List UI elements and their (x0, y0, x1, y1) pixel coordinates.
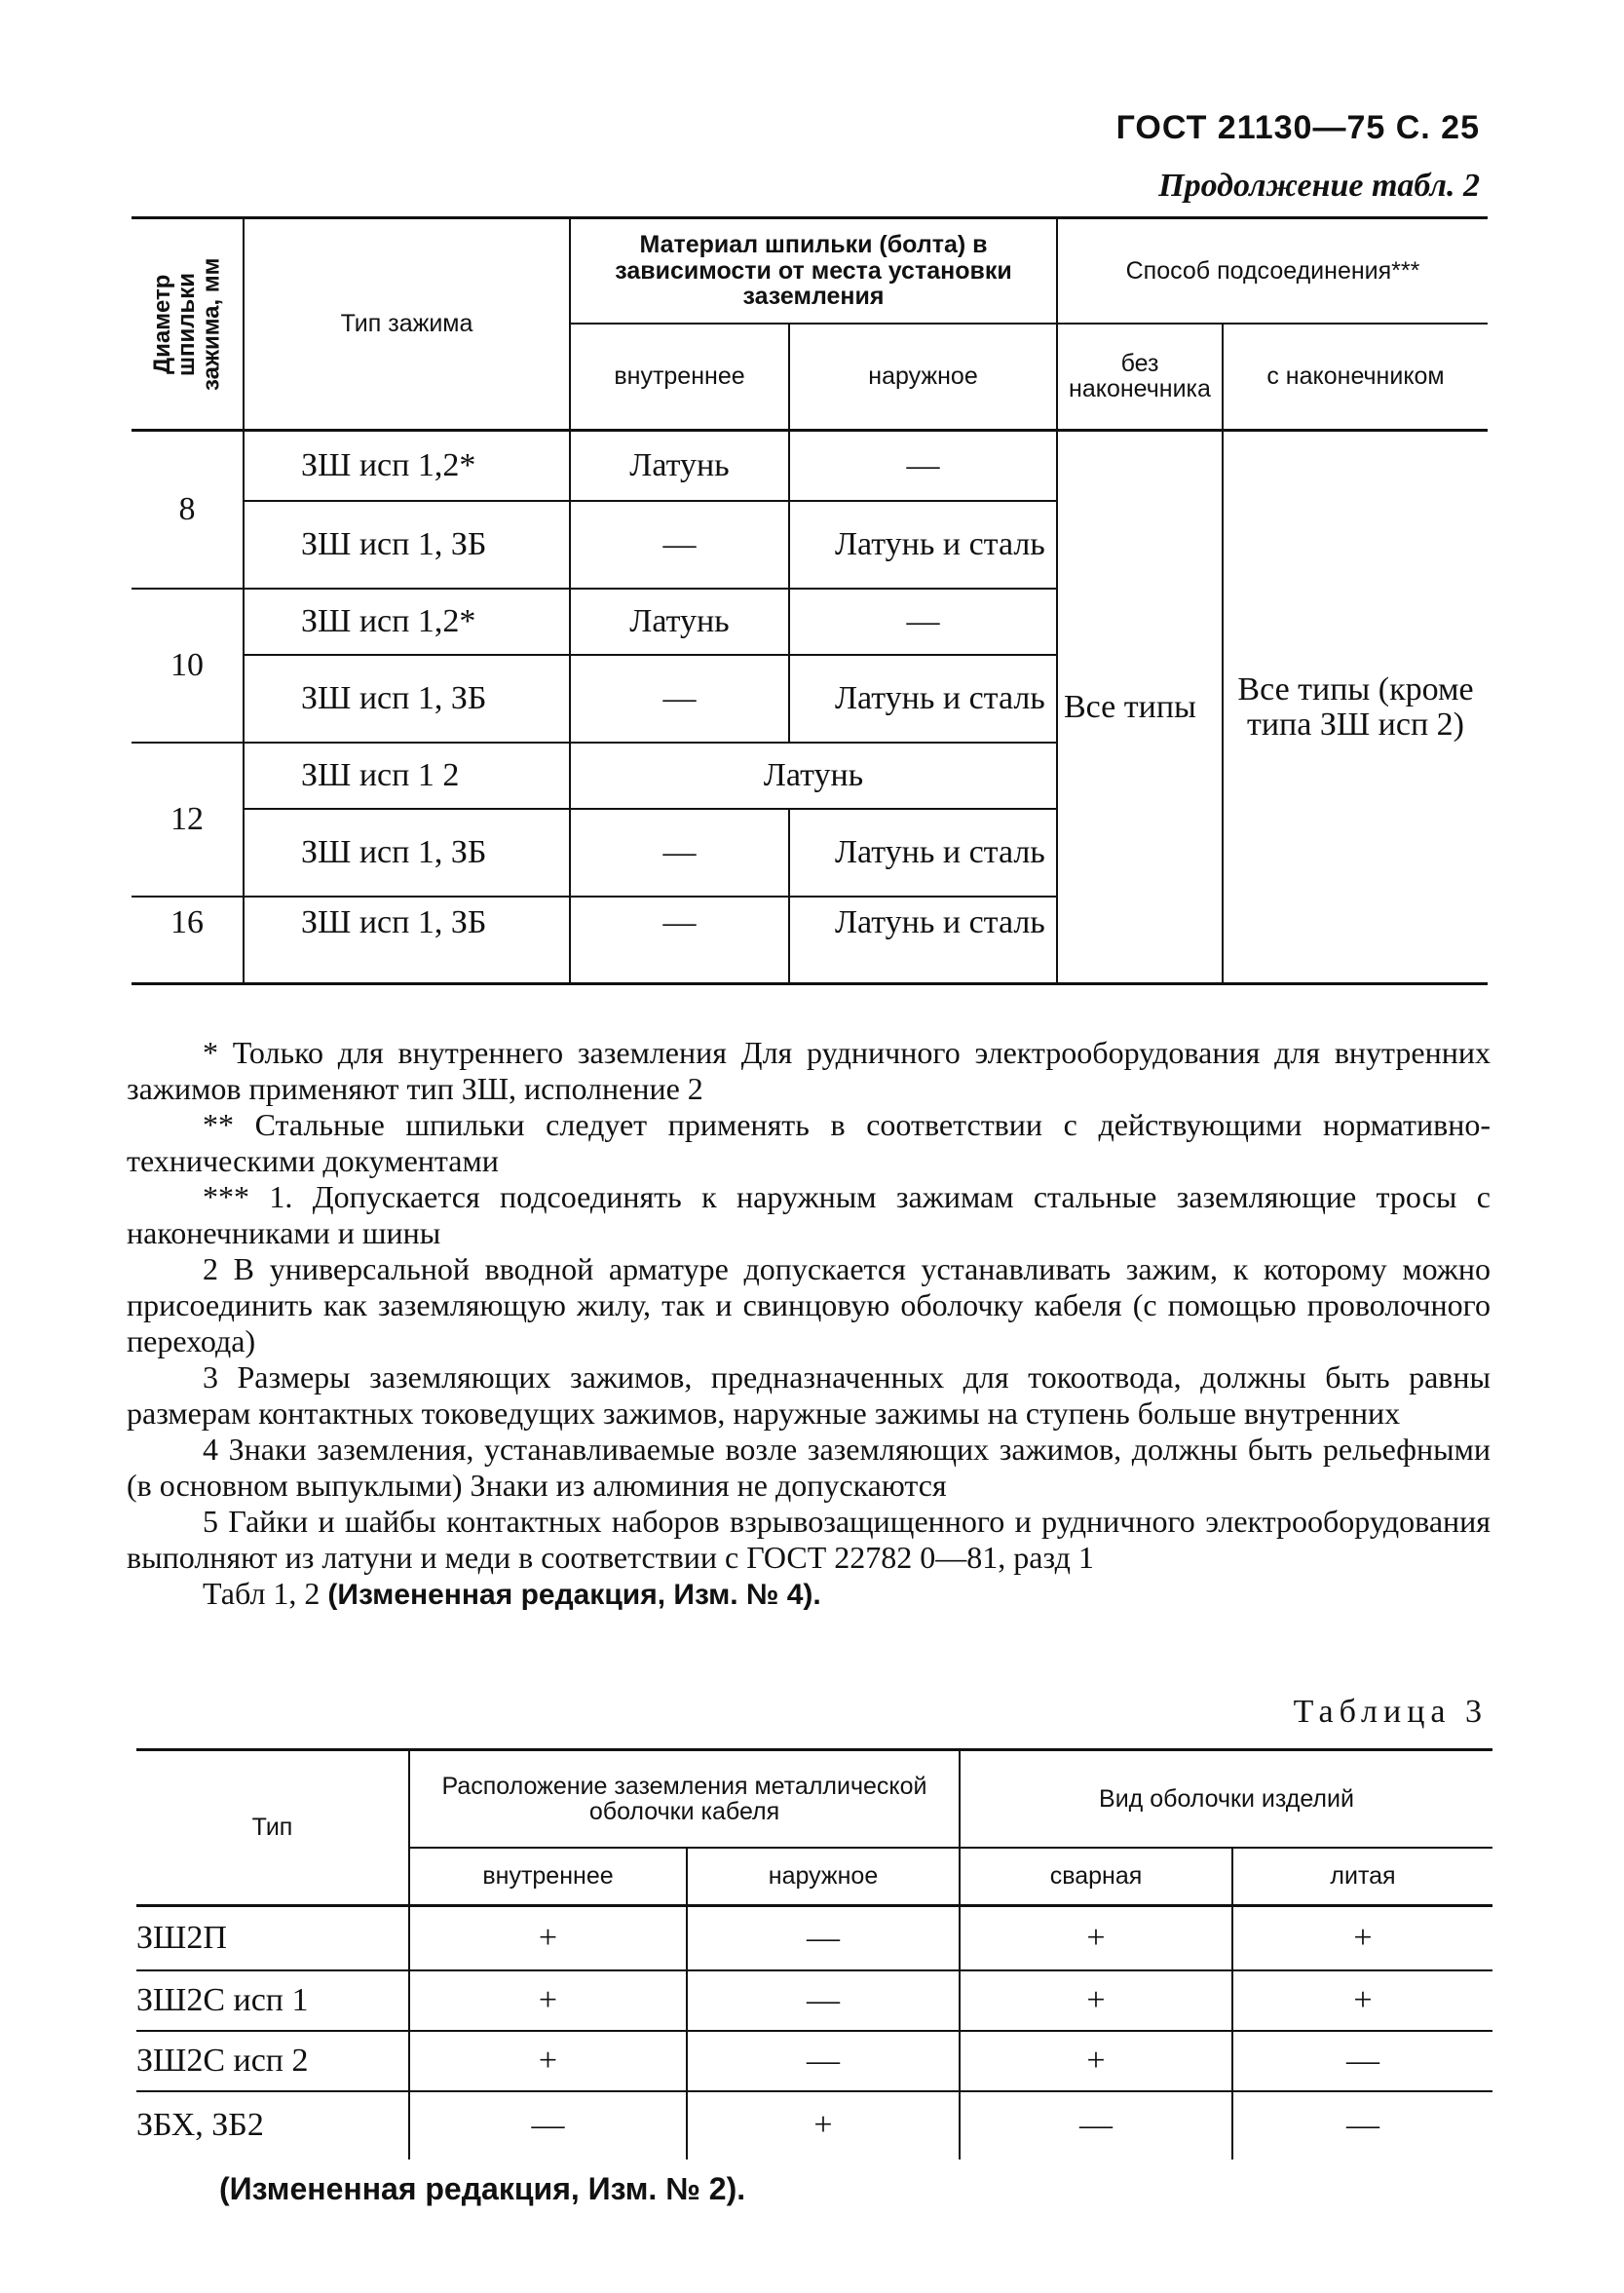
table-2 (132, 216, 1488, 985)
table-3 (136, 1748, 1492, 2159)
col-internal-header: внутреннее (570, 324, 789, 431)
note-5: 3 Размеры заземляющих зажимов, предназначенных для токоотвода, должны быть равны размерам контактных токоведущих зажимов, наружные зажимы на ступень больше внутренних (127, 1359, 1491, 1431)
t3-col-internal-header: внутреннее (409, 1848, 687, 1906)
note-4: 2 В универсальной вводной арматуре допускается устанавливать зажим, к которому можно присоединить как заземляющую жилу, так и свинцовую оболочку кабеля (с помощью проволочного перехода) (127, 1251, 1491, 1358)
col-external-header: наружное (789, 324, 1057, 431)
page-header-gost: ГОСТ 21130—75 С. 25 (1115, 109, 1480, 146)
t3-type-cell: ЗШ2С исп 2 (136, 2031, 409, 2091)
external-cell: — (789, 431, 1057, 501)
t3-external-cell: — (687, 1970, 960, 2031)
type-cell: ЗШ исп 1, ЗБ (244, 501, 570, 589)
t3-welded-cell: + (960, 1906, 1232, 1970)
external-cell: Латунь и сталь (789, 655, 1057, 743)
internal-cell: Латунь (570, 589, 789, 655)
t3-type-cell: ЗБХ, ЗБ2 (136, 2107, 264, 2143)
t3-external-cell: — (687, 2031, 960, 2091)
t3-col-type-header: Тип (136, 1750, 409, 1906)
external-cell: Латунь и сталь (789, 897, 1057, 984)
table-row (136, 2091, 1492, 2159)
t3-internal-cell: + (409, 1906, 687, 1970)
t3-internal-cell: + (409, 1970, 687, 2031)
type-cell: ЗШ исп 1, ЗБ (244, 897, 570, 984)
t3-type-cell: ЗШ2С исп 1 (136, 1970, 409, 2031)
internal-cell: — (570, 655, 789, 743)
diameter-cell: 12 (132, 743, 244, 897)
table-notes (127, 1035, 1491, 1613)
col-clamp-type-header: Тип зажима (244, 218, 570, 431)
col-with-tip-header: с наконечником (1223, 324, 1488, 431)
note-8-prefix: Табл 1, 2 (203, 1576, 321, 1611)
t3-col-external-header: наружное (687, 1848, 960, 1906)
with-tip-cell: Все типы (кроме типа ЗШ исп 2) (1223, 431, 1488, 984)
internal-cell: — (570, 897, 789, 984)
t3-external-cell: + (687, 2091, 960, 2159)
t3-external-cell: — (687, 1906, 960, 1970)
external-cell: — (789, 589, 1057, 655)
note-8 (127, 1576, 1491, 1613)
type-cell: ЗШ исп 1,2* (244, 431, 570, 501)
t3-type-cell: ЗШ2П (136, 1906, 409, 1970)
note-7: 5 Гайки и шайбы контактных наборов взрывозащищенного и рудничного электрооборудования выполняют из латуни и меди в соответствии с ГОСТ 22782 0—81, разд 1 (127, 1504, 1491, 1575)
type-cell: ЗШ исп 1,2* (244, 589, 570, 655)
no-tip-cell: Все типы (1057, 431, 1223, 984)
table-3-revision-note: (Измененная редакция, Изм. № 2). (219, 2171, 746, 2206)
external-cell: Латунь и сталь (789, 809, 1057, 897)
internal-cell: Латунь (570, 431, 789, 501)
t3-col-welded-header: сварная (960, 1848, 1232, 1906)
col-no-tip-header: без наконечника (1057, 324, 1223, 431)
t3-cast-cell: — (1232, 2091, 1492, 2159)
t3-welded-cell: — (960, 2091, 1232, 2159)
internal-cell: — (570, 809, 789, 897)
type-cell: ЗШ исп 1, ЗБ (244, 809, 570, 897)
table-row (136, 1906, 1492, 1970)
type-cell: ЗШ исп 1 2 (244, 743, 570, 809)
t3-col-shell-header: Вид оболочки изделий (960, 1750, 1492, 1848)
t3-col-cast-header: литая (1232, 1848, 1492, 1906)
col-material-header: Материал шпильки (болта) в зависимости от места установки заземления (570, 218, 1057, 324)
table-row (132, 431, 1488, 501)
table-row (136, 1970, 1492, 2031)
diameter-cell: 8 (132, 431, 244, 589)
diameter-cell: 10 (132, 589, 244, 743)
t3-col-location-header: Расположение заземления металлической оболочки кабеля (409, 1750, 960, 1848)
t3-cast-cell: + (1232, 1906, 1492, 1970)
type-cell: ЗШ исп 1, ЗБ (244, 655, 570, 743)
col-connection-header: Способ подсоединения*** (1057, 218, 1488, 324)
material-both-cell: Латунь (570, 743, 1057, 809)
t3-internal-cell: — (409, 2091, 687, 2159)
external-cell: Латунь и сталь (789, 501, 1057, 589)
t3-welded-cell: + (960, 1970, 1232, 2031)
table-3-caption: Таблица 3 (1293, 1694, 1488, 1730)
note-3: *** 1. Допускается подсоединять к наружным зажимам стальные заземляющие тросы с наконечниками и шины (127, 1179, 1491, 1250)
t3-internal-cell: + (409, 2031, 687, 2091)
note-1: * Только для внутреннего заземления Для рудничного электрооборудования для внутренних зажимов применяют тип ЗШ, исполнение 2 (127, 1035, 1491, 1106)
t3-cast-cell: — (1232, 2031, 1492, 2091)
internal-cell: — (570, 501, 789, 589)
revision-note: (Измененная редакция, Изм. № 4). (327, 1579, 821, 1611)
diameter-cell: 16 (132, 897, 244, 984)
table-row (136, 2031, 1492, 2091)
t3-welded-cell: + (960, 2031, 1232, 2091)
note-2: ** Стальные шпильки следует применять в соответствии с действующими нормативно-техническими документами (127, 1107, 1491, 1178)
t3-cast-cell: + (1232, 1970, 1492, 2031)
note-6: 4 Знаки заземления, устанавливаемые возле заземляющих зажимов, должны быть рельефными (в основном выпуклыми) Знаки из алюминия не допускаются (127, 1432, 1491, 1503)
table-continuation-label: Продолжение табл. 2 (1158, 168, 1480, 204)
col-diameter-header: Диаметр шпильки зажима, мм (132, 218, 244, 431)
